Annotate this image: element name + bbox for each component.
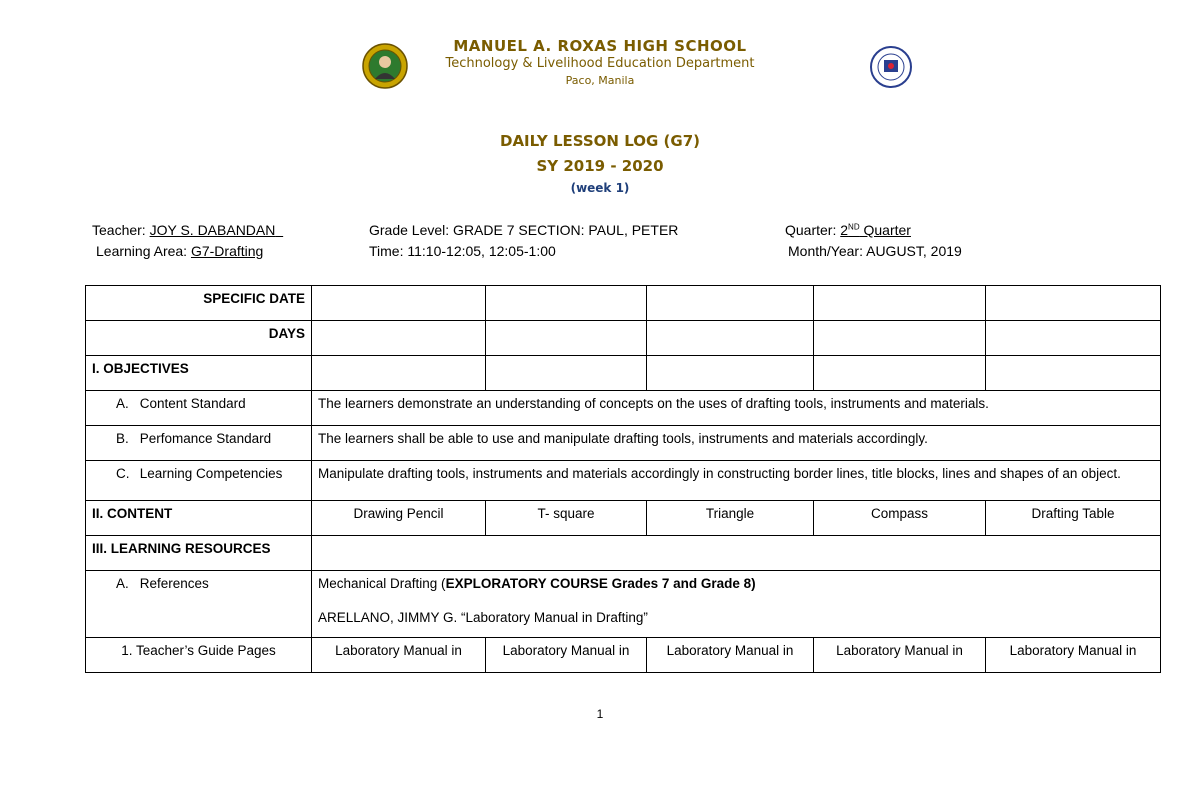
day-cell[interactable] [647,321,814,356]
table-row [86,391,1161,426]
content-heading: II. CONTENT [86,501,312,536]
teachers-guide-item: Laboratory Manual in [814,638,986,673]
teachers-guide-item: Laboratory Manual in [312,638,486,673]
day-cell[interactable] [814,321,986,356]
content-item: Drafting Table [986,501,1161,536]
table-row [86,356,1161,391]
month-year-value: AUGUST, 2019 [866,243,962,259]
quarter-suffix: ND [848,222,860,232]
date-cell[interactable] [647,286,814,321]
reference-line-2: ARELLANO, JIMMY G. “Laboratory Manual in Drafting” [318,610,648,625]
objectives-heading: I. OBJECTIVES [86,356,312,391]
content-item: Compass [814,501,986,536]
date-cell[interactable] [312,286,486,321]
month-year-info [788,243,962,259]
learning-resources-cell[interactable] [312,536,1161,571]
content-standard-label: A. Content Standard [86,391,312,426]
learning-competencies-label: C. Learning Competencies [86,461,312,501]
teachers-guide-item: Laboratory Manual in [486,638,647,673]
specific-date-label: SPECIFIC DATE [86,286,312,321]
table-row [86,536,1161,571]
table-row [86,501,1161,536]
quarter-word: Quarter [863,222,911,238]
content-standard-value: The learners demonstrate an understanding of concepts on the uses of drafting tools, instruments and materials. [312,391,1161,426]
teacher-label: Teacher: [92,222,146,238]
deped-seal-icon [868,44,914,90]
time-info: Time: 11:10-12:05, 12:05-1:00 [369,243,556,259]
quarter-number: 2 [840,222,849,238]
quarter-info [785,222,911,238]
objective-cell[interactable] [814,356,986,391]
reference-line-1: Mechanical Drafting (EXPLORATORY COURSE Grades 7 and Grade 8) [318,576,756,591]
references-label: A. References [86,571,312,638]
school-location: Paco, Manila [565,74,635,87]
date-cell[interactable] [986,286,1161,321]
teacher-info [92,222,283,238]
lesson-log-table [85,285,1161,673]
table-row [86,286,1161,321]
content-item: Drawing Pencil [312,501,486,536]
teachers-guide-item: Laboratory Manual in [647,638,814,673]
date-cell[interactable] [486,286,647,321]
learning-competencies-value: Manipulate drafting tools, instruments and materials accordingly in constructing border lines, title blocks, lines and shapes of an object. [312,461,1161,501]
performance-standard-value: The learners shall be able to use and manipulate drafting tools, instruments and materials accordingly. [312,426,1161,461]
table-row [86,571,1161,638]
table-row [86,426,1161,461]
school-year: SY 2019 - 2020 [536,157,664,175]
days-label: DAYS [86,321,312,356]
references-value [312,571,1161,638]
performance-standard-label: B. Perfomance Standard [86,426,312,461]
learning-area-info [96,243,263,259]
learning-resources-heading: III. LEARNING RESOURCES [86,536,312,571]
month-year-label: Month/Year: [788,243,863,259]
content-item: Triangle [647,501,814,536]
table-row [86,638,1161,673]
day-cell[interactable] [486,321,647,356]
learning-area-value: G7-Drafting [190,243,264,259]
objective-cell[interactable] [486,356,647,391]
lesson-log-title: DAILY LESSON LOG (G7) [500,132,700,150]
date-cell[interactable] [814,286,986,321]
page-number: 1 [596,707,604,721]
day-cell[interactable] [312,321,486,356]
week-label: (week 1) [570,181,630,195]
department-name: Technology & Livelihood Education Department [445,56,755,71]
objective-cell[interactable] [312,356,486,391]
teacher-name: JOY S. DABANDAN [149,222,276,238]
grade-level-info: Grade Level: GRADE 7 SECTION: PAUL, PETER [369,222,679,238]
quarter-label: Quarter: [785,222,837,238]
learning-area-label: Learning Area: [96,243,188,259]
table-row [86,461,1161,501]
teachers-guide-item: Laboratory Manual in [986,638,1161,673]
teachers-guide-label: 1. Teacher’s Guide Pages [86,638,312,673]
table-row [86,321,1161,356]
school-name: MANUEL A. ROXAS HIGH SCHOOL [453,37,747,55]
objective-cell[interactable] [647,356,814,391]
content-item: T- square [486,501,647,536]
day-cell[interactable] [986,321,1161,356]
objective-cell[interactable] [986,356,1161,391]
